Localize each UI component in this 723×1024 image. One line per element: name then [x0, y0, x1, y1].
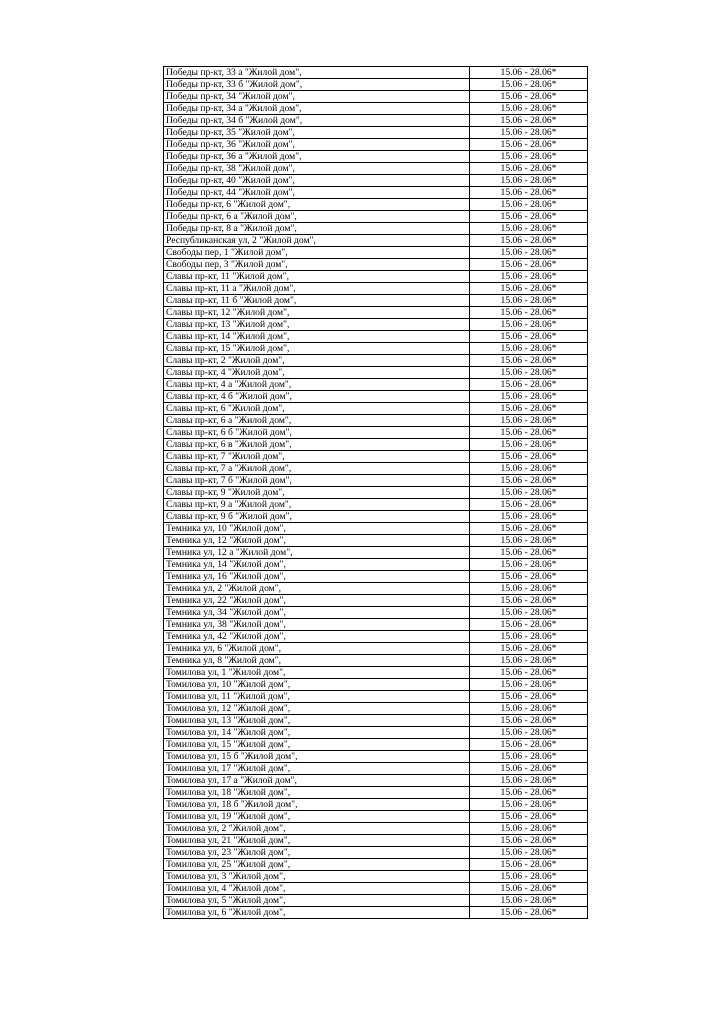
period-cell: 15.06 - 28.06*: [470, 679, 588, 691]
table-row: [164, 595, 588, 607]
table-row: [164, 259, 588, 271]
address-cell: Славы пр-кт, 7 а "Жилой дом",: [164, 463, 470, 475]
table-row: [164, 307, 588, 319]
address-cell: Победы пр-кт, 6 "Жилой дом",: [164, 199, 470, 211]
address-cell: Славы пр-кт, 2 "Жилой дом",: [164, 355, 470, 367]
table-row: [164, 691, 588, 703]
address-cell: Славы пр-кт, 6 б "Жилой дом",: [164, 427, 470, 439]
period-cell: 15.06 - 28.06*: [470, 751, 588, 763]
table-row: [164, 415, 588, 427]
table-row: [164, 607, 588, 619]
address-cell: Томилова ул, 15 "Жилой дом",: [164, 739, 470, 751]
address-cell: Томилова ул, 3 "Жилой дом",: [164, 871, 470, 883]
table-row: [164, 583, 588, 595]
address-cell: Победы пр-кт, 33 а "Жилой дом",: [164, 67, 470, 79]
address-cell: Томилова ул, 10 "Жилой дом",: [164, 679, 470, 691]
address-cell: Темника ул, 12 а "Жилой дом",: [164, 547, 470, 559]
address-cell: Славы пр-кт, 9 "Жилой дом",: [164, 487, 470, 499]
table-row: [164, 883, 588, 895]
table-row: [164, 343, 588, 355]
address-cell: Славы пр-кт, 4 б "Жилой дом",: [164, 391, 470, 403]
table-row: [164, 835, 588, 847]
period-cell: 15.06 - 28.06*: [470, 127, 588, 139]
period-cell: 15.06 - 28.06*: [470, 883, 588, 895]
period-cell: 15.06 - 28.06*: [470, 583, 588, 595]
address-cell: Темника ул, 16 "Жилой дом",: [164, 571, 470, 583]
period-cell: 15.06 - 28.06*: [470, 163, 588, 175]
period-cell: 15.06 - 28.06*: [470, 403, 588, 415]
period-cell: 15.06 - 28.06*: [470, 151, 588, 163]
period-cell: 15.06 - 28.06*: [470, 595, 588, 607]
address-cell: Томилова ул, 11 "Жилой дом",: [164, 691, 470, 703]
period-cell: 15.06 - 28.06*: [470, 427, 588, 439]
address-cell: Томилова ул, 14 "Жилой дом",: [164, 727, 470, 739]
period-cell: 15.06 - 28.06*: [470, 343, 588, 355]
table-row: [164, 379, 588, 391]
table-row: [164, 499, 588, 511]
address-cell: Темника ул, 38 "Жилой дом",: [164, 619, 470, 631]
address-cell: Темника ул, 14 "Жилой дом",: [164, 559, 470, 571]
period-cell: 15.06 - 28.06*: [470, 523, 588, 535]
address-cell: Славы пр-кт, 6 в "Жилой дом",: [164, 439, 470, 451]
period-cell: 15.06 - 28.06*: [470, 103, 588, 115]
period-cell: 15.06 - 28.06*: [470, 643, 588, 655]
period-cell: 15.06 - 28.06*: [470, 379, 588, 391]
table-row: [164, 367, 588, 379]
table-row: [164, 523, 588, 535]
address-cell: Победы пр-кт, 6 а "Жилой дом",: [164, 211, 470, 223]
period-cell: 15.06 - 28.06*: [470, 499, 588, 511]
period-cell: 15.06 - 28.06*: [470, 799, 588, 811]
address-cell: Свободы пер, 1 "Жилой дом",: [164, 247, 470, 259]
address-cell: Славы пр-кт, 9 а "Жилой дом",: [164, 499, 470, 511]
table-row: [164, 655, 588, 667]
address-cell: Победы пр-кт, 36 "Жилой дом",: [164, 139, 470, 151]
table-row: [164, 175, 588, 187]
address-cell: Славы пр-кт, 12 "Жилой дом",: [164, 307, 470, 319]
address-cell: Томилова ул, 25 "Жилой дом",: [164, 859, 470, 871]
address-cell: Темника ул, 2 "Жилой дом",: [164, 583, 470, 595]
address-cell: Томилова ул, 6 "Жилой дом",: [164, 907, 470, 919]
address-cell: Томилова ул, 18 б "Жилой дом",: [164, 799, 470, 811]
period-cell: 15.06 - 28.06*: [470, 295, 588, 307]
table-row: [164, 679, 588, 691]
table-row: [164, 751, 588, 763]
table-row: [164, 775, 588, 787]
address-cell: Славы пр-кт, 11 а "Жилой дом",: [164, 283, 470, 295]
period-cell: 15.06 - 28.06*: [470, 691, 588, 703]
table-row: [164, 763, 588, 775]
address-cell: Темника ул, 34 "Жилой дом",: [164, 607, 470, 619]
address-cell: Победы пр-кт, 38 "Жилой дом",: [164, 163, 470, 175]
address-cell: Томилова ул, 12 "Жилой дом",: [164, 703, 470, 715]
table-row: [164, 67, 588, 79]
period-cell: 15.06 - 28.06*: [470, 511, 588, 523]
table-row: [164, 355, 588, 367]
address-cell: Томилова ул, 4 "Жилой дом",: [164, 883, 470, 895]
period-cell: 15.06 - 28.06*: [470, 619, 588, 631]
period-cell: 15.06 - 28.06*: [470, 115, 588, 127]
period-cell: 15.06 - 28.06*: [470, 391, 588, 403]
period-cell: 15.06 - 28.06*: [470, 655, 588, 667]
address-cell: Славы пр-кт, 9 б "Жилой дом",: [164, 511, 470, 523]
period-cell: 15.06 - 28.06*: [470, 535, 588, 547]
table-row: [164, 91, 588, 103]
period-cell: 15.06 - 28.06*: [470, 811, 588, 823]
period-cell: 15.06 - 28.06*: [470, 79, 588, 91]
address-cell: Темника ул, 42 "Жилой дом",: [164, 631, 470, 643]
address-cell: Славы пр-кт, 7 "Жилой дом",: [164, 451, 470, 463]
address-cell: Победы пр-кт, 44 "Жилой дом",: [164, 187, 470, 199]
address-cell: Томилова ул, 5 "Жилой дом",: [164, 895, 470, 907]
table-row: [164, 811, 588, 823]
period-cell: 15.06 - 28.06*: [470, 907, 588, 919]
period-cell: 15.06 - 28.06*: [470, 223, 588, 235]
period-cell: 15.06 - 28.06*: [470, 439, 588, 451]
table-row: [164, 295, 588, 307]
period-cell: 15.06 - 28.06*: [470, 739, 588, 751]
table-row: [164, 319, 588, 331]
table-row: [164, 403, 588, 415]
address-cell: Победы пр-кт, 35 "Жилой дом",: [164, 127, 470, 139]
period-cell: 15.06 - 28.06*: [470, 331, 588, 343]
period-cell: 15.06 - 28.06*: [470, 895, 588, 907]
table-row: [164, 451, 588, 463]
table-body: [164, 67, 588, 919]
table-row: [164, 211, 588, 223]
table-row: [164, 799, 588, 811]
table-row: [164, 247, 588, 259]
address-cell: Славы пр-кт, 6 "Жилой дом",: [164, 403, 470, 415]
period-cell: 15.06 - 28.06*: [470, 271, 588, 283]
address-cell: Темника ул, 12 "Жилой дом",: [164, 535, 470, 547]
period-cell: 15.06 - 28.06*: [470, 451, 588, 463]
table-row: [164, 535, 588, 547]
period-cell: 15.06 - 28.06*: [470, 787, 588, 799]
table-row: [164, 235, 588, 247]
table-row: [164, 511, 588, 523]
address-cell: Победы пр-кт, 8 а "Жилой дом",: [164, 223, 470, 235]
address-cell: Победы пр-кт, 40 "Жилой дом",: [164, 175, 470, 187]
period-cell: 15.06 - 28.06*: [470, 703, 588, 715]
table-row: [164, 475, 588, 487]
address-cell: Республиканская ул, 2 "Жилой дом",: [164, 235, 470, 247]
address-cell: Славы пр-кт, 14 "Жилой дом",: [164, 331, 470, 343]
table-row: [164, 79, 588, 91]
address-cell: Славы пр-кт, 6 а "Жилой дом",: [164, 415, 470, 427]
table-row: [164, 391, 588, 403]
table-row: [164, 847, 588, 859]
table-row: [164, 787, 588, 799]
table-row: [164, 163, 588, 175]
address-cell: Томилова ул, 17 "Жилой дом",: [164, 763, 470, 775]
period-cell: 15.06 - 28.06*: [470, 307, 588, 319]
address-cell: Славы пр-кт, 4 а "Жилой дом",: [164, 379, 470, 391]
address-cell: Свободы пер, 3 "Жилой дом",: [164, 259, 470, 271]
period-cell: 15.06 - 28.06*: [470, 823, 588, 835]
table-row: [164, 739, 588, 751]
period-cell: 15.06 - 28.06*: [470, 139, 588, 151]
period-cell: 15.06 - 28.06*: [470, 283, 588, 295]
period-cell: 15.06 - 28.06*: [470, 847, 588, 859]
table-row: [164, 715, 588, 727]
table-row: [164, 895, 588, 907]
address-cell: Темника ул, 6 "Жилой дом",: [164, 643, 470, 655]
address-cell: Славы пр-кт, 11 б "Жилой дом",: [164, 295, 470, 307]
address-cell: Томилова ул, 1 "Жилой дом",: [164, 667, 470, 679]
period-cell: 15.06 - 28.06*: [470, 487, 588, 499]
table-row: [164, 103, 588, 115]
period-cell: 15.06 - 28.06*: [470, 775, 588, 787]
period-cell: 15.06 - 28.06*: [470, 319, 588, 331]
address-cell: Победы пр-кт, 36 а "Жилой дом",: [164, 151, 470, 163]
table-row: [164, 271, 588, 283]
period-cell: 15.06 - 28.06*: [470, 727, 588, 739]
address-cell: Томилова ул, 13 "Жилой дом",: [164, 715, 470, 727]
table-row: [164, 151, 588, 163]
address-cell: Томилова ул, 21 "Жилой дом",: [164, 835, 470, 847]
address-cell: Победы пр-кт, 34 а "Жилой дом",: [164, 103, 470, 115]
address-cell: Славы пр-кт, 7 б "Жилой дом",: [164, 475, 470, 487]
address-cell: Славы пр-кт, 11 "Жилой дом",: [164, 271, 470, 283]
table-row: [164, 139, 588, 151]
period-cell: 15.06 - 28.06*: [470, 835, 588, 847]
address-cell: Победы пр-кт, 33 б "Жилой дом",: [164, 79, 470, 91]
table-row: [164, 571, 588, 583]
period-cell: 15.06 - 28.06*: [470, 235, 588, 247]
period-cell: 15.06 - 28.06*: [470, 763, 588, 775]
period-cell: 15.06 - 28.06*: [470, 631, 588, 643]
period-cell: 15.06 - 28.06*: [470, 259, 588, 271]
table-row: [164, 427, 588, 439]
address-cell: Славы пр-кт, 13 "Жилой дом",: [164, 319, 470, 331]
period-cell: 15.06 - 28.06*: [470, 211, 588, 223]
address-cell: Победы пр-кт, 34 "Жилой дом",: [164, 91, 470, 103]
period-cell: 15.06 - 28.06*: [470, 175, 588, 187]
table-row: [164, 643, 588, 655]
address-cell: Победы пр-кт, 34 б "Жилой дом",: [164, 115, 470, 127]
period-cell: 15.06 - 28.06*: [470, 715, 588, 727]
period-cell: 15.06 - 28.06*: [470, 475, 588, 487]
table-row: [164, 703, 588, 715]
address-cell: Темника ул, 10 "Жилой дом",: [164, 523, 470, 535]
table-row: [164, 283, 588, 295]
table-row: [164, 463, 588, 475]
address-cell: Славы пр-кт, 4 "Жилой дом",: [164, 367, 470, 379]
table-row: [164, 559, 588, 571]
period-cell: 15.06 - 28.06*: [470, 91, 588, 103]
address-cell: Томилова ул, 15 б "Жилой дом",: [164, 751, 470, 763]
table-row: [164, 187, 588, 199]
address-schedule-table: [163, 66, 588, 919]
table-row: [164, 199, 588, 211]
period-cell: 15.06 - 28.06*: [470, 355, 588, 367]
table-row: [164, 547, 588, 559]
period-cell: 15.06 - 28.06*: [470, 463, 588, 475]
period-cell: 15.06 - 28.06*: [470, 187, 588, 199]
address-cell: Томилова ул, 2 "Жилой дом",: [164, 823, 470, 835]
period-cell: 15.06 - 28.06*: [470, 199, 588, 211]
period-cell: 15.06 - 28.06*: [470, 667, 588, 679]
period-cell: 15.06 - 28.06*: [470, 859, 588, 871]
table-row: [164, 667, 588, 679]
period-cell: 15.06 - 28.06*: [470, 367, 588, 379]
table-row: [164, 115, 588, 127]
table-row: [164, 727, 588, 739]
period-cell: 15.06 - 28.06*: [470, 559, 588, 571]
table-row: [164, 823, 588, 835]
address-cell: Славы пр-кт, 15 "Жилой дом",: [164, 343, 470, 355]
table-row: [164, 487, 588, 499]
address-cell: Томилова ул, 19 "Жилой дом",: [164, 811, 470, 823]
address-cell: Томилова ул, 17 а "Жилой дом",: [164, 775, 470, 787]
period-cell: 15.06 - 28.06*: [470, 571, 588, 583]
period-cell: 15.06 - 28.06*: [470, 547, 588, 559]
address-cell: Томилова ул, 18 "Жилой дом",: [164, 787, 470, 799]
table-row: [164, 619, 588, 631]
table-row: [164, 859, 588, 871]
address-cell: Темника ул, 8 "Жилой дом",: [164, 655, 470, 667]
period-cell: 15.06 - 28.06*: [470, 67, 588, 79]
table-row: [164, 907, 588, 919]
address-cell: Темника ул, 22 "Жилой дом",: [164, 595, 470, 607]
table-row: [164, 223, 588, 235]
table-row: [164, 631, 588, 643]
period-cell: 15.06 - 28.06*: [470, 871, 588, 883]
period-cell: 15.06 - 28.06*: [470, 607, 588, 619]
table-row: [164, 439, 588, 451]
address-cell: Томилова ул, 23 "Жилой дом",: [164, 847, 470, 859]
period-cell: 15.06 - 28.06*: [470, 415, 588, 427]
table-row: [164, 127, 588, 139]
table-row: [164, 331, 588, 343]
table-row: [164, 871, 588, 883]
period-cell: 15.06 - 28.06*: [470, 247, 588, 259]
